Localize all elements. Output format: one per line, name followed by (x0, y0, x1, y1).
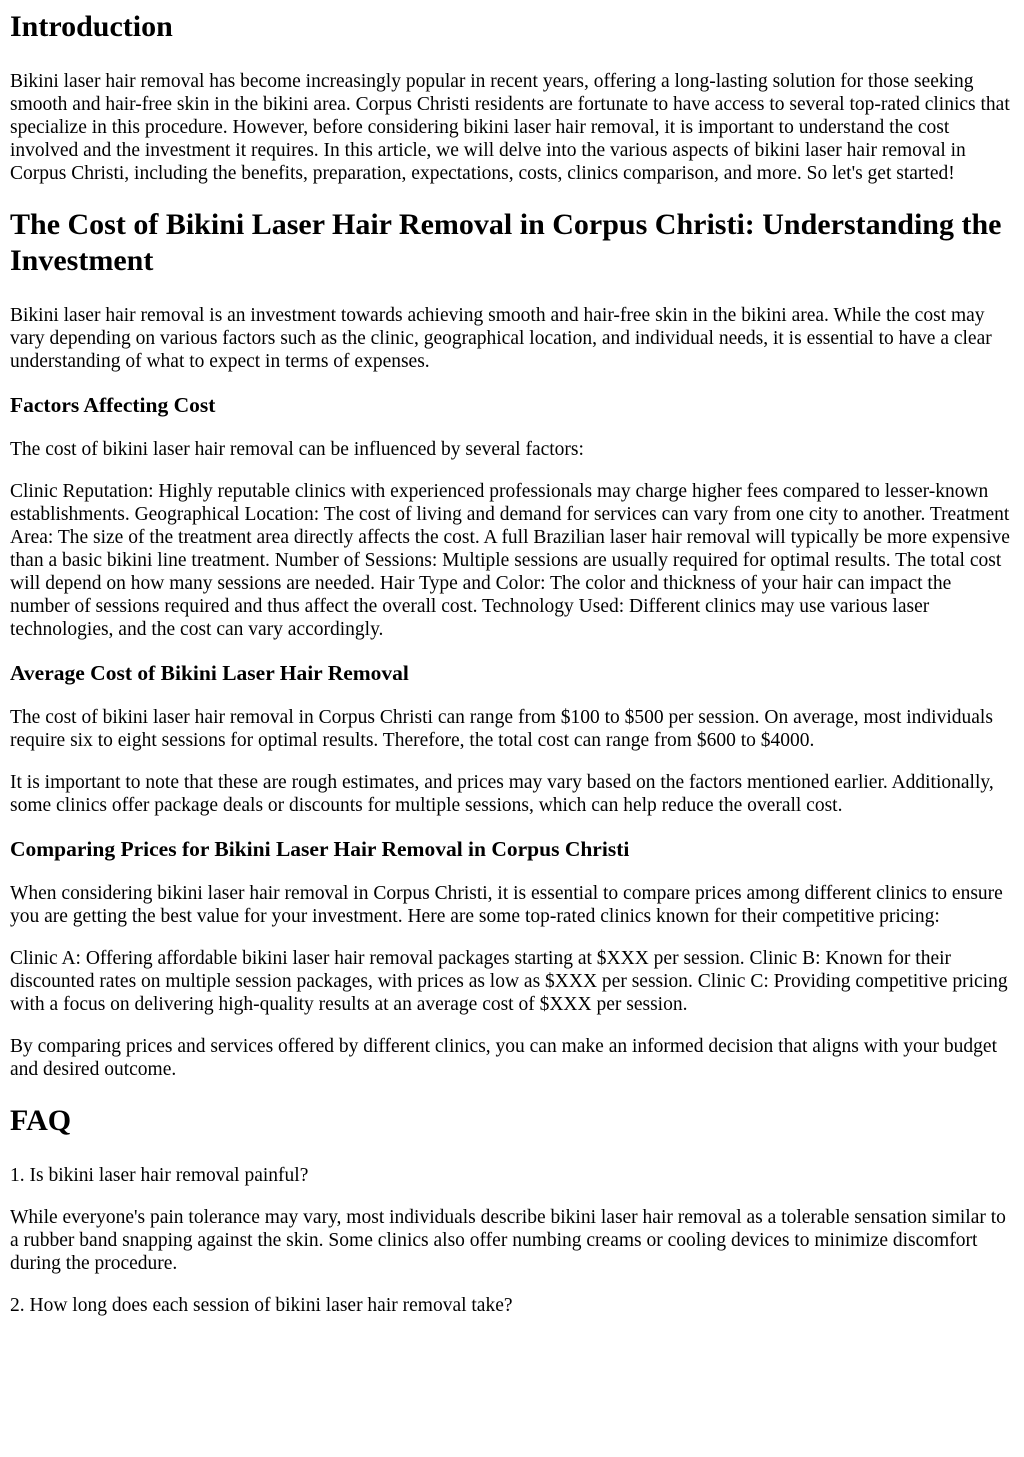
faq-question-1: 1. Is bikini laser hair removal painful? (10, 1165, 309, 1186)
article (0, 9, 1024, 1317)
faq-answer-1: While everyone's pain tolerance may vary, most individuals describe bikini laser hair removal as a tolerable sensation similar to a rubber band snapping against the skin. Some clinics also offer numbing creams or cooling devices to minimize discomfort during the procedure. (10, 1207, 1006, 1274)
intro-paragraph: Bikini laser hair removal has become increasingly popular in recent years, offering a long-lasting solution for those seeking smooth and hair-free skin in the bikini area. Corpus Christi residents are fortunate to have access to several top-rated clinics that specialize in this procedure. However, before considering bikini laser hair removal, it is important to understand the cost involved and the investment it requires. In this article, we will delve into the various aspects of bikini laser hair removal in Corpus Christi, including the benefits, preparation, expectations, costs, clinics comparison, and more. So let's get started! (10, 71, 1010, 184)
factors-intro: The cost of bikini laser hair removal can be influenced by several factors: (10, 439, 584, 460)
clinics-list: Clinic A: Offering affordable bikini laser hair removal packages starting at $XXX per session. Clinic B: Known for their discounted rates on multiple session packages, with prices as low as $XXX per session. Clinic C: Providing competitive pricing with a focus on delivering high-quality results at an average cost of $XXX per session. (10, 948, 1008, 1015)
average-cost-heading: Average Cost of Bikini Laser Hair Removal (10, 661, 409, 685)
average-cost-paragraph-2: It is important to note that these are rough estimates, and prices may vary based on the factors mentioned earlier. Additionally, some clinics offer package deals or discounts for multiple sessions, which can help reduce the overall cost. (10, 772, 994, 816)
comparing-prices-heading: Comparing Prices for Bikini Laser Hair Removal in Corpus Christi (10, 837, 630, 861)
comparing-prices-paragraph-1: When considering bikini laser hair removal in Corpus Christi, it is essential to compare prices among different clinics to ensure you are getting the best value for your investment. Here are some top-rated clinics known for their competitive pricing: (10, 883, 1003, 927)
faq-question-2: 2. How long does each session of bikini laser hair removal take? (10, 1295, 513, 1316)
factors-list: Clinic Reputation: Highly reputable clinics with experienced professionals may charge higher fees compared to lesser-known establishments. Geographical Location: The cost of living and demand for services can vary from one city to another. Treatment Area: The size of the treatment area directly affects the cost. A full Brazilian laser hair removal will typically be more expensive than a basic bikini line treatment. Number of Sessions: Multiple sessions are usually required for optimal results. The total cost will depend on how many sessions are needed. Hair Type and Color: The color and thickness of your hair can impact the number of sessions required and thus affect the overall cost. Technology Used: Different clinics may use various laser technologies, and the cost can vary accordingly. (10, 481, 1010, 640)
cost-section-heading: The Cost of Bikini Laser Hair Removal in Corpus Christi: Understanding the Investment (10, 208, 1002, 277)
intro-heading: Introduction (10, 10, 173, 43)
average-cost-paragraph-1: The cost of bikini laser hair removal in Corpus Christi can range from $100 to $500 per session. On average, most individuals require six to eight sessions for optimal results. Therefore, the total cost can range from $600 to $4000. (10, 707, 993, 751)
cost-section-paragraph: Bikini laser hair removal is an investment towards achieving smooth and hair-free skin in the bikini area. While the cost may vary depending on various factors such as the clinic, geographical location, and individual needs, it is essential to have a clear understanding of what to expect in terms of expenses. (10, 305, 992, 372)
faq-heading: FAQ (10, 1104, 72, 1137)
comparing-prices-paragraph-3: By comparing prices and services offered by different clinics, you can make an informed decision that aligns with your budget and desired outcome. (10, 1036, 997, 1080)
factors-heading: Factors Affecting Cost (10, 393, 216, 417)
